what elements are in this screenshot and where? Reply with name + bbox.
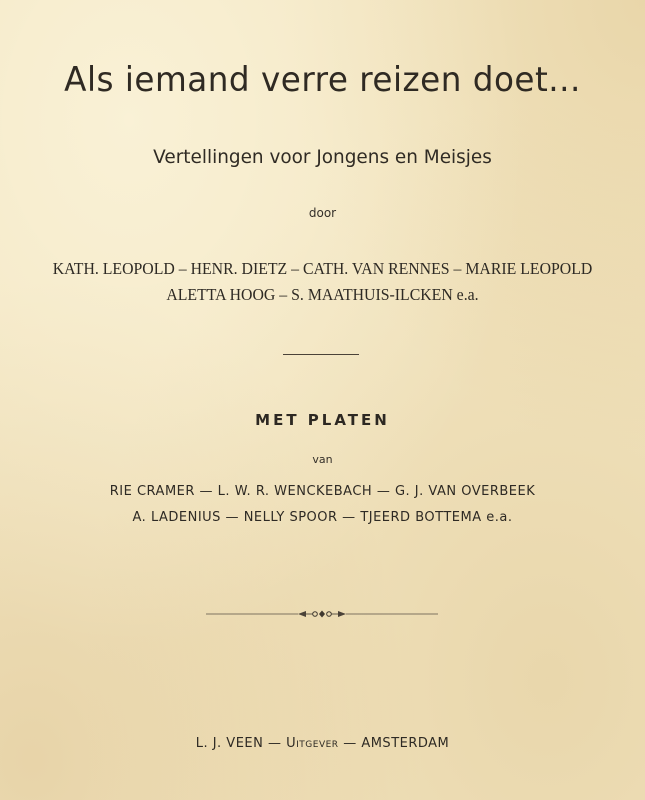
by-label: door <box>308 206 337 220</box>
illustrators-line-2: A. LADENIUS — NELLY SPOOR — TJEERD BOTTEMA e.a. <box>132 510 513 525</box>
fleuron-divider-icon <box>206 604 438 624</box>
plates-heading: MET PLATEN <box>255 411 390 429</box>
illustrators-line-1: RIE CRAMER — L. W. R. WENCKEBACH — G. J. VAN OVERBEEK <box>109 484 536 499</box>
book-title: Als iemand verre reizen doet... <box>64 60 581 100</box>
publisher-name: L. J. VEEN — <box>195 736 287 751</box>
book-subtitle: Vertellingen voor Jongens en Meisjes <box>153 146 492 168</box>
publisher-line <box>0 736 645 751</box>
short-divider <box>283 354 359 355</box>
publisher-role: Uitgever <box>286 736 339 751</box>
publisher-city: — AMSTERDAM <box>338 736 450 751</box>
authors-line-1: KATH. LEOPOLD – HENR. DIETZ – CATH. VAN RENNES – MARIE LEOPOLD <box>52 259 593 278</box>
plates-by-label: van <box>312 453 333 466</box>
authors-line-2: ALETTA HOOG – S. MAATHUIS-ILCKEN e.a. <box>166 285 479 304</box>
